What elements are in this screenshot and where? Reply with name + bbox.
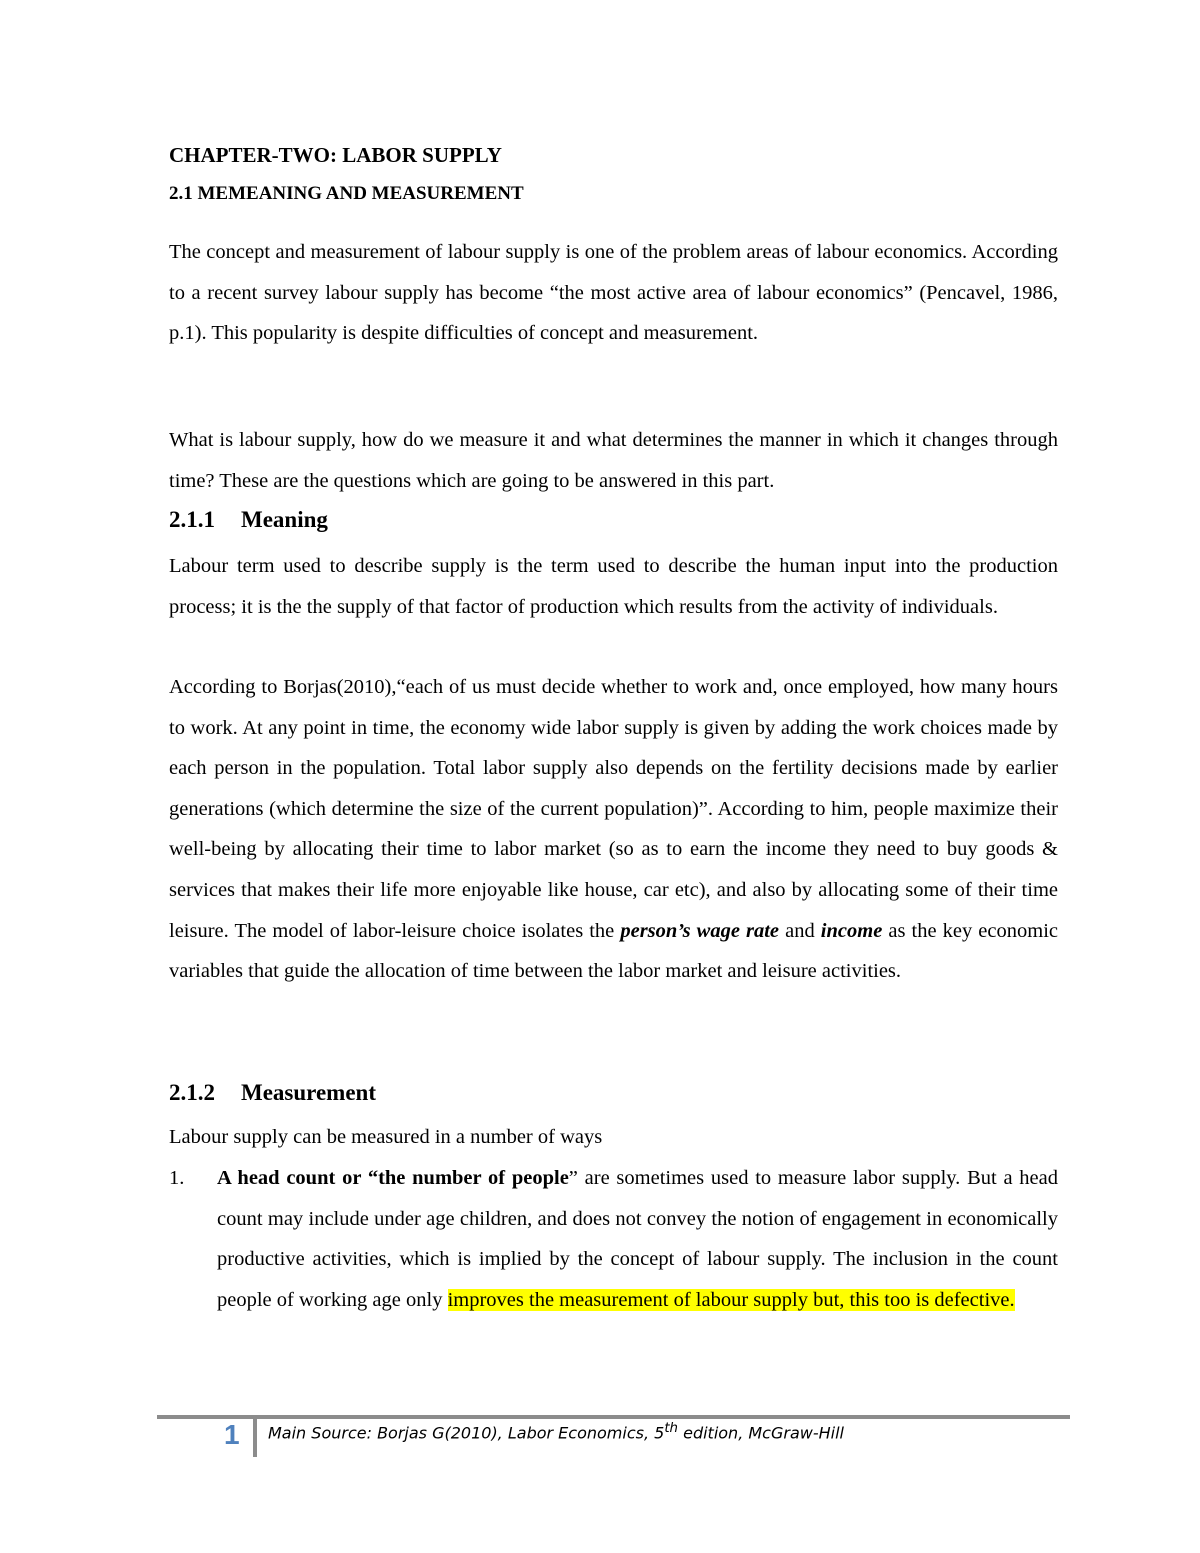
list-item-bold-1: A head count or	[217, 1167, 368, 1189]
footer-source-prefix: Main Source: Borjas G(2010), Labor Economics, 5	[268, 1423, 665, 1443]
meaning-heading-number: 2.1.1	[169, 507, 215, 532]
footer-divider	[157, 1415, 1070, 1419]
meaning-paragraph-2-text-c: as the key economic variables that guide the allocation of time between the labor market and leisure activities.	[169, 919, 1058, 983]
emphasis-income: income	[820, 919, 883, 942]
highlighted-text: improves the measurement of labour supply but, this too is defective.	[447, 1288, 1015, 1311]
measurement-heading-title: Measurement	[241, 1080, 376, 1105]
list-item-marker: 1.	[169, 1167, 185, 1189]
footer-source	[268, 1421, 844, 1442]
chapter-title: CHAPTER-TWO: LABOR SUPPLY	[169, 143, 502, 167]
emphasis-wage-rate: person’s wage rate	[620, 919, 780, 942]
measurement-intro: Labour supply can be measured in a number of ways	[169, 1126, 603, 1148]
measurement-heading-number: 2.1.2	[169, 1080, 215, 1105]
meaning-paragraph-1: Labour term used to describe supply is the term used to describe the human input into the production process; it is the the supply of that factor of production which results from the activity of individuals.	[169, 555, 1058, 618]
intro-paragraph-2: What is labour supply, how do we measure it and what determines the manner in which it changes through time? These are the questions which are going to be answered in this part.	[169, 429, 1058, 492]
meaning-paragraph-2-text-a: According to Borjas(2010),“each of us must decide whether to work and, once employed, how many hours to work. At any point in time, the economy wide labor supply is given by adding the work choices made by each person in the population. Total labor supply also depends on the fertility decisions made by earlier generations (which determine the size of the current population)”. According to him, people maximize their well-being by allocating their time to labor market (so as to earn the income they need to buy goods & services that makes their life more enjoyable like house, car etc), and also by allocating some of their time leisure. The model of labor-leisure choice isolates the	[169, 676, 1058, 942]
meaning-heading	[169, 507, 328, 533]
page-number: 1	[224, 1419, 240, 1450]
meaning-paragraph-2	[169, 667, 1058, 992]
intro-paragraph-1: The concept and measurement of labour supply is one of the problem areas of labour economics. According to a recent survey labour supply has become “the most active area of labour economics” (Pencavel, 1986, p.1). This popularity is despite difficulties of concept and measurement.	[169, 241, 1058, 345]
list-item	[169, 1158, 1058, 1320]
footer-vertical-divider	[253, 1419, 257, 1457]
section-title: 2.1 MEMEANING AND MEASUREMENT	[169, 183, 524, 204]
list-item-text: ” are sometimes used to measure labor supply. But a head count may include under age children, and does not convey the notion of engagement in economically productive activities, which is implied by the concept of labour supply. The inclusion in the count people of working age only	[217, 1167, 1058, 1311]
list-item-bold-2: “the number of people	[367, 1167, 569, 1189]
footer-source-sup: th	[664, 1421, 679, 1436]
list-item-body	[217, 1158, 1058, 1320]
meaning-paragraph-2-text-b: and	[779, 919, 821, 942]
meaning-heading-title: Meaning	[241, 507, 328, 532]
measurement-heading	[169, 1080, 376, 1106]
footer-source-suffix: edition, McGraw-Hill	[678, 1423, 844, 1443]
